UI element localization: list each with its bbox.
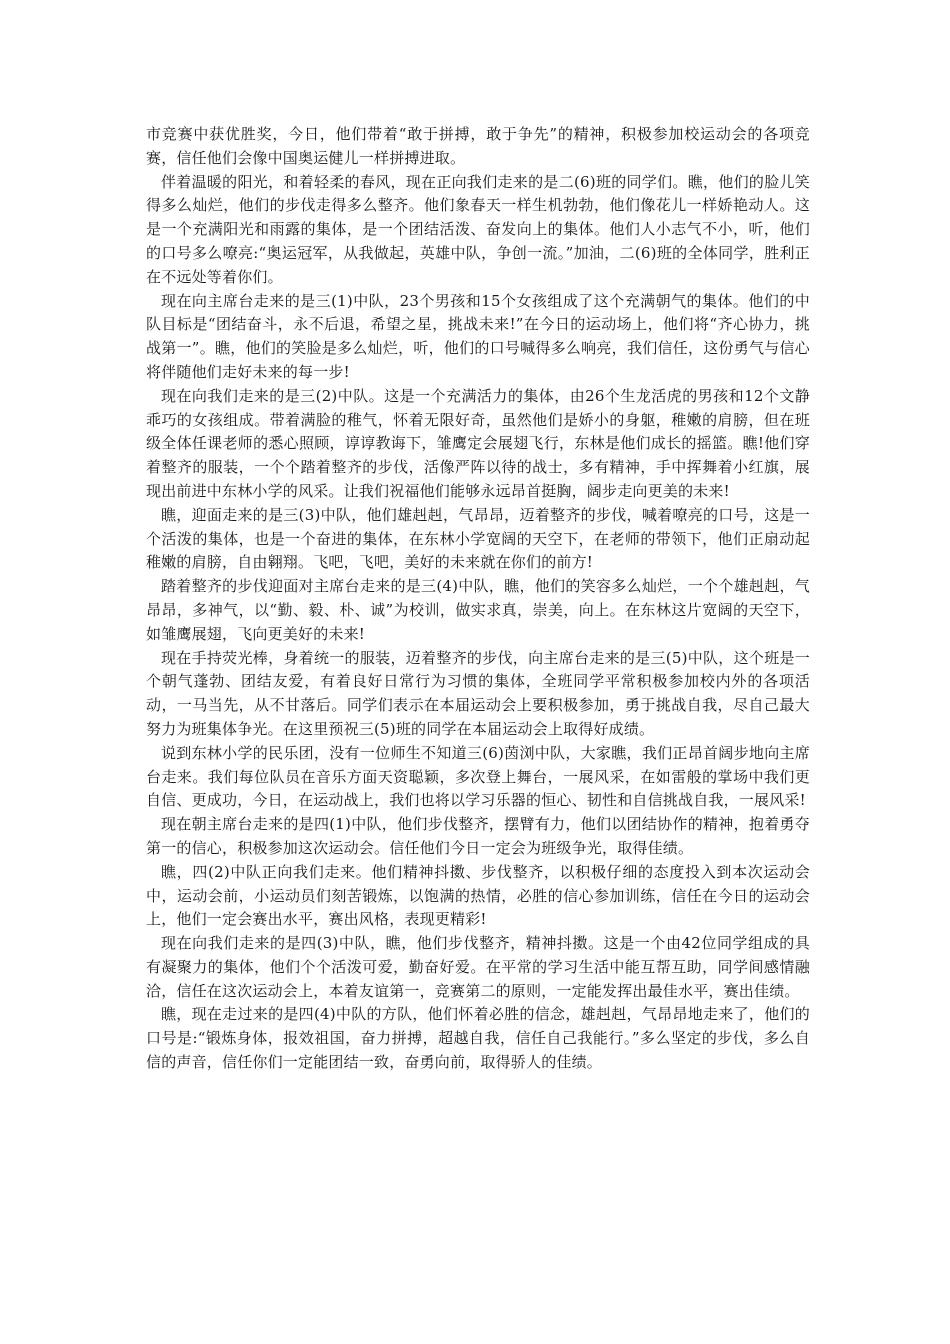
paragraph-12: 瞧，现在走过来的是四(4)中队的方队，他们怀着必胜的信念，雄赳赳，气昂昂地走来了，他们的口号是:“锻炼身体，报效祖国，奋力拼搏，超越自我，信任自己我能行。”多么坚定的步伐，多么自信的声音，信任你们一定能团结一致，奋勇向前，取得骄人的佳绩。 xyxy=(146,1005,810,1072)
document-body xyxy=(146,123,810,1075)
paragraph-8: 说到东林小学的民乐团，没有一位师生不知道三(6)茵浏中队，大家瞧，我们正昂首阔步地向主席台走来。我们每位队员在音乐方面天资聪颖，多次登上舞台，一展风采，在如雷般的掌场中我们更自信、更成功，今日，在运动战上，我们也将以学习乐器的恒心、韧性和自信挑战自我，一展风采! xyxy=(146,743,810,810)
paragraph-1: 市竞赛中获优胜奖，今日，他们带着“敢于拼搏，敢于争先”的精神，积极参加校运动会的各项竞赛，信任他们会像中国奥运健儿一样拼搏进取。 xyxy=(146,125,810,167)
paragraph-7: 现在手持荧光棒，身着统一的服装，迈着整齐的步伐，向主席台走来的是三(5)中队，这个班是一个朝气蓬勃、团结友爱，有着良好日常行为习惯的集体，全班同学平常积极参加校内外的各项活动，一马当先，从不甘落后。同学们表示在本届运动会上要积极参加，勇于挑战自我，尽自己最大努力为班集体争光。在这里预祝三(5)班的同学在本届运动会上取得好成绩。 xyxy=(146,648,810,738)
paragraph-9: 现在朝主席台走来的是四(1)中队，他们步伐整齐，摆臂有力，他们以团结协作的精神，抱着勇夺第一的信心，积极参加这次运动会。信任他们今日一定会为班级争光，取得佳绩。 xyxy=(146,815,810,857)
paragraph-3: 现在向主席台走来的是三(1)中队，23个男孩和15个女孩组成了这个充满朝气的集体。他们的中队目标是“团结奋斗，永不后退，希望之星，挑战未来!”在今日的运动场上，他们将“齐心协力，挑战第一”。瞧，他们的笑脸是多么灿烂，听，他们的口号喊得多么响亮，我们信任，这份勇气与信心将伴随他们走好未来的每一步! xyxy=(146,291,810,381)
paragraph-2: 伴着温暖的阳光，和着轻柔的春风，现在正向我们走来的是二(6)班的同学们。瞧，他们的脸儿笑得多么灿烂，他们的步伐走得多么整齐。他们象春天一样生机勃勃，他们像花儿一样娇艳动人。这是一个充满阳光和雨露的集体，是一个团结活泼、奋发向上的集体。他们人小志气不小，听，他们的口号多么嘹亮:“奥运冠军，从我做起，英雄中队，争创一流。”加油，二(6)班的全体同学，胜利正在不远处等着你们。 xyxy=(146,172,810,286)
paragraph-11: 现在向我们走来的是四(3)中队，瞧，他们步伐整齐，精神抖擞。这是一个由42位同学组成的具有凝聚力的集体，他们个个活泼可爱，勤奋好爱。在平常的学习生活中能互帮互助，同学间感情融洽，信任在这次运动会上，本着友谊第一，竞赛第二的原则，一定能发挥出最佳水平，赛出佳绩。 xyxy=(146,934,810,1000)
paragraph-6: 踏着整齐的步伐迎面对主席台走来的是三(4)中队，瞧，他们的笑容多么灿烂，一个个雄赳赳，气昂昂，多神气，以“勤、毅、朴、诚”为校训，做实求真，崇美，向上。在东林这片宽阔的天空下，如雏鹰展翅，飞向更美好的未来! xyxy=(146,577,810,643)
paragraph-4: 现在向我们走来的是三(2)中队。这是一个充满活力的集体，由26个生龙活虎的男孩和12个文静乖巧的女孩组成。带着满脸的稚气，怀着无限好奇，虽然他们是娇小的身躯，稚嫩的肩膀，但在班级全体任课老师的悉心照顾，谆谆教诲下，雏鹰定会展翅飞行，东林是他们成长的摇篮。瞧!他们穿着整齐的服装，一个个踏着整齐的步伐，活像严阵以待的战士，多有精神，手中挥舞着小红旗，展现出前进中东林小学的风采。让我们祝福他们能够永远昂首挺胸，阔步走向更美的未来! xyxy=(146,386,810,500)
paragraph-10: 瞧，四(2)中队正向我们走来。他们精神抖擞、步伐整齐，以积极仔细的态度投入到本次运动会中，运动会前，小运动员们刻苦锻炼，以饱满的热情，必胜的信心参加训练，信任在今日的运动会上，他们一定会赛出水平，赛出风格，表现更精彩! xyxy=(146,862,810,929)
paragraph-5: 瞧，迎面走来的是三(3)中队，他们雄赳赳，气昂昂，迈着整齐的步伐，喊着嘹亮的口号，这是一个活泼的集体，也是一个奋进的集体，在东林小学宽阔的天空下，在老师的带领下，他们正扇动起稚嫩的肩膀，自由翱翔。飞吧，飞吧，美好的未来就在你们的前方! xyxy=(146,505,810,572)
